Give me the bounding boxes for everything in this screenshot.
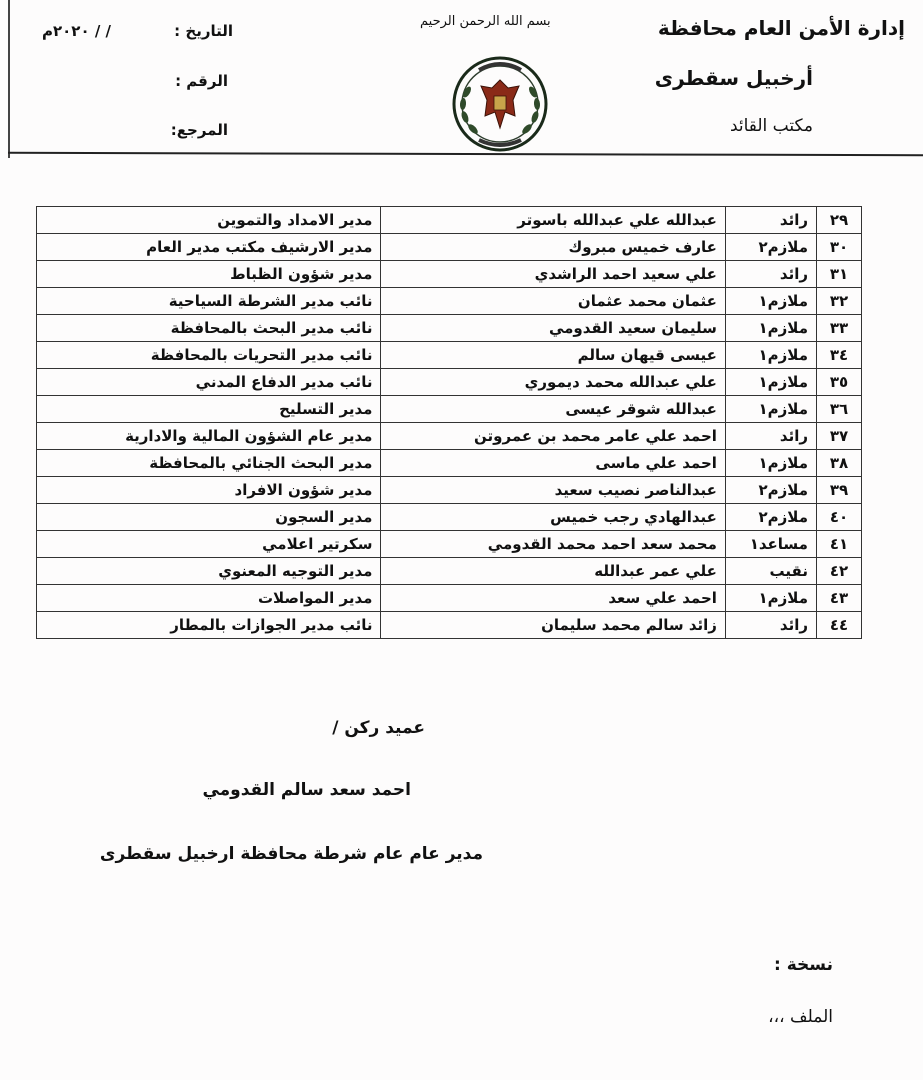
row-rank: ملازم١ [725,342,816,369]
row-number: ٤١ [816,531,861,558]
police-emblem-icon [445,52,555,156]
row-name: علي عبدالله محمد ديموري [381,369,725,396]
row-number: ٤٣ [816,585,861,612]
table-row [37,396,862,423]
date-label: التاريخ : [174,22,233,40]
org-name-line2: أرخبيل سقطرى [654,66,813,90]
row-number: ٢٩ [816,207,861,234]
date-value: / / ٢٠٢٠م [42,22,112,40]
row-number: ٣٩ [816,477,861,504]
row-name: عيسى قيهان سالم [381,342,725,369]
row-number: ٣٤ [816,342,861,369]
row-number: ٣٨ [816,450,861,477]
reference-label: المرجع: [170,121,228,139]
row-rank: ملازم٢ [725,477,816,504]
row-rank: رائد [725,612,816,639]
row-rank: رائد [725,423,816,450]
table-row [37,612,862,639]
row-name: محمد سعد احمد محمد القدومي [381,531,725,558]
signatory-title: مدير عام عام شرطة محافظة ارخبيل سقطرى [99,844,483,864]
table-row [37,423,862,450]
file-label: الملف ،،، [768,1007,833,1027]
row-number: ٣٥ [816,369,861,396]
row-number: ٤٤ [816,612,861,639]
org-office-line: مكتب القائد [729,116,813,136]
row-position: مدير المواصلات [37,585,381,612]
row-name: عبدالناصر نصيب سعيد [381,477,725,504]
row-number: ٤٠ [816,504,861,531]
row-position: نائب مدير البحث بالمحافظة [37,315,381,342]
row-rank: ملازم١ [725,369,816,396]
row-name: علي سعيد احمد الراشدي [381,261,725,288]
table-row [37,531,862,558]
table-row [37,558,862,585]
org-name-line1: إدارة الأمن العام محافظة [657,16,905,40]
letterhead [0,0,923,158]
officer-roster-table [36,206,862,639]
row-number: ٣٦ [816,396,861,423]
row-rank: ملازم١ [725,315,816,342]
table-row [37,477,862,504]
row-number: ٣٧ [816,423,861,450]
table-row [37,234,862,261]
row-name: احمد علي سعد [381,585,725,612]
row-position: مدير التوجيه المعنوي [37,558,381,585]
row-name: عبدالهادي رجب خميس [381,504,725,531]
table-row [37,504,862,531]
basmala: بسم الله الرحمن الرحيم [420,14,551,29]
row-position: سكرتير اعلامي [37,531,381,558]
row-position: نائب مدير الجوازات بالمطار [37,612,381,639]
table-row [37,450,862,477]
page-edge [8,0,10,158]
row-name: عبدالله علي عبدالله باسوتر [381,207,725,234]
signatory-name: احمد سعد سالم القدومي [202,780,411,800]
row-rank: نقيب [725,558,816,585]
row-position: مدير البحث الجنائي بالمحافظة [37,450,381,477]
row-position: نائب مدير الشرطة السياحية [37,288,381,315]
row-rank: مساعد١ [725,531,816,558]
row-number: ٣٣ [816,315,861,342]
table-row [37,315,862,342]
row-name: سليمان سعيد القدومي [381,315,725,342]
row-number: ٣٢ [816,288,861,315]
row-position: مدير الامداد والتموين [37,207,381,234]
row-rank: رائد [725,207,816,234]
row-name: عبدالله شوقر عيسى [381,396,725,423]
row-rank: ملازم١ [725,396,816,423]
copy-label: نسخة : [774,955,833,975]
row-position: مدير السجون [37,504,381,531]
signatory-rank: عميد ركن / [332,718,425,738]
table-row [37,585,862,612]
row-name: عارف خميس مبروك [381,234,725,261]
row-name: زائد سالم محمد سليمان [381,612,725,639]
row-name: عثمان محمد عثمان [381,288,725,315]
table-row [37,207,862,234]
row-position: نائب مدير التحريات بالمحافظة [37,342,381,369]
row-number: ٣١ [816,261,861,288]
table-row [37,342,862,369]
row-position: مدير التسليح [37,396,381,423]
row-rank: ملازم٢ [725,504,816,531]
row-rank: ملازم٢ [725,234,816,261]
row-rank: رائد [725,261,816,288]
row-position: نائب مدير الدفاع المدني [37,369,381,396]
reference-number-label: الرقم : [175,72,228,90]
row-position: مدير شؤون الافراد [37,477,381,504]
row-number: ٤٢ [816,558,861,585]
row-rank: ملازم١ [725,450,816,477]
table-row [37,261,862,288]
row-name: علي عمر عبدالله [381,558,725,585]
table-row [37,288,862,315]
row-position: مدير عام الشؤون المالية والادارية [37,423,381,450]
row-name: احمد علي ماسى [381,450,725,477]
row-number: ٣٠ [816,234,861,261]
row-position: مدير الارشيف مكتب مدير العام [37,234,381,261]
row-rank: ملازم١ [725,585,816,612]
row-name: احمد علي عامر محمد بن عمروتن [381,423,725,450]
row-position: مدير شؤون الظباط [37,261,381,288]
table-row [37,369,862,396]
row-rank: ملازم١ [725,288,816,315]
